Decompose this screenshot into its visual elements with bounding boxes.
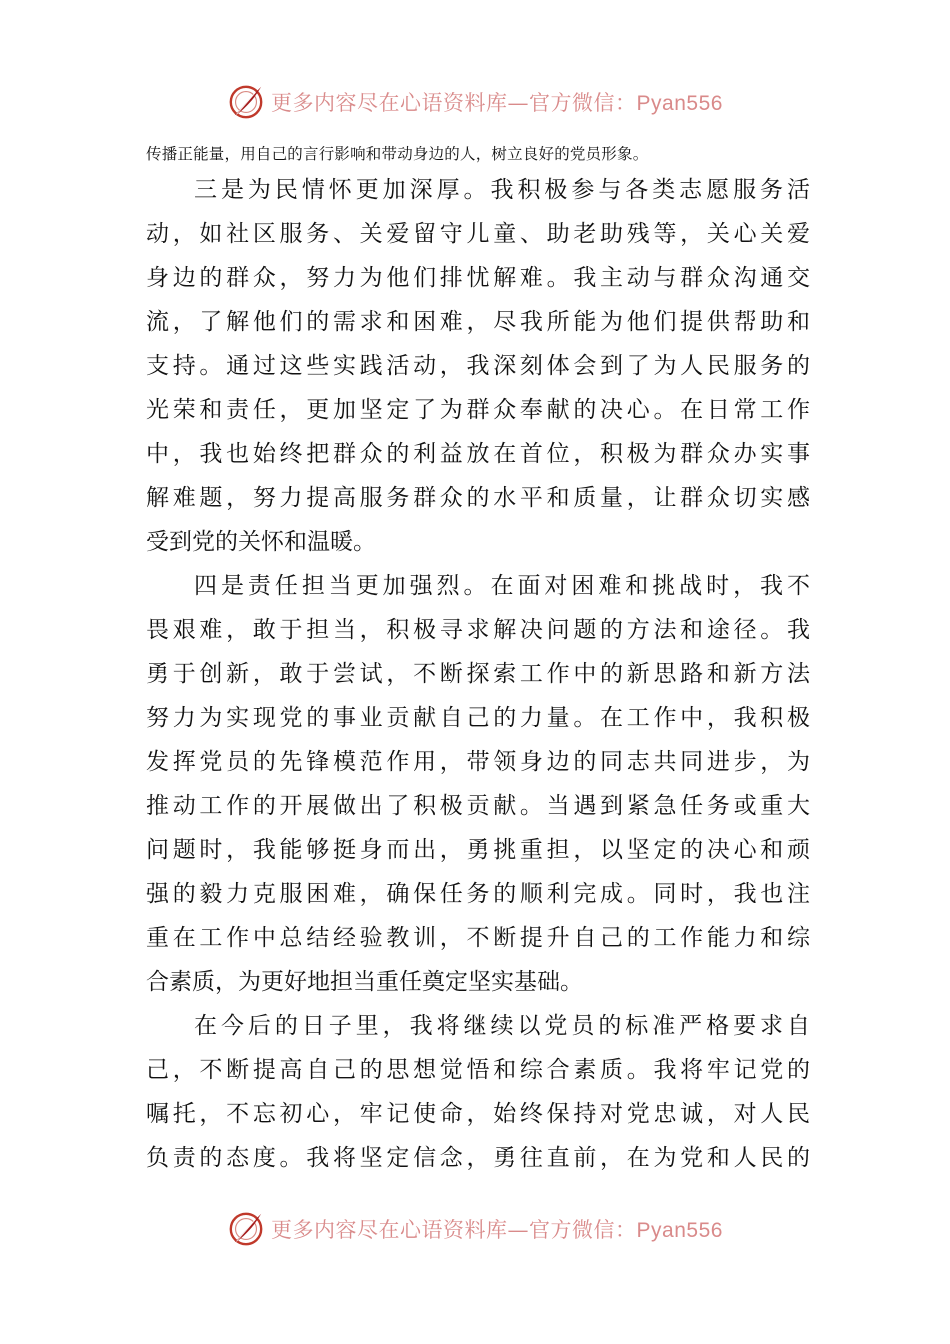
quill-logo-icon <box>227 83 265 121</box>
text-line: 支持。通过这些实践活动，我深刻体会到了为人民服务的 <box>146 353 810 379</box>
text-line: 问题时，我能够挺身而出，勇挑重担，以坚定的决心和顽 <box>146 837 810 863</box>
text-line: 四是责任担当更加强烈。在面对困难和挑战时，我不 <box>194 573 810 599</box>
quill-logo-icon <box>227 1210 265 1248</box>
text-line: 重在工作中总结经验教训，不断提升自己的工作能力和综 <box>146 925 810 951</box>
text-line: 中，我也始终把群众的利益放在首位，积极为群众办实事 <box>146 441 810 467</box>
paragraph-3 <box>146 168 810 564</box>
text-line: 努力为实现党的事业贡献自己的力量。在工作中，我积极 <box>146 705 810 731</box>
text-line: 三是为民情怀更加深厚。我积极参与各类志愿服务活 <box>194 177 810 203</box>
header-banner <box>0 80 950 124</box>
text-line: 推动工作的开展做出了积极贡献。当遇到紧急任务或重大 <box>146 793 810 819</box>
text-line: 身边的群众，努力为他们排忧解难。我主动与群众沟通交 <box>146 265 810 291</box>
footer-wechat-id: Pyan556 <box>636 1219 723 1242</box>
text-line: 合素质，为更好地担当重任奠定坚实基础。 <box>146 969 583 995</box>
text-line: 受到党的关怀和温暖。 <box>146 529 376 555</box>
header-wechat-id: Pyan556 <box>636 92 723 115</box>
text-line: 在今后的日子里，我将继续以党员的标准严格要求自 <box>194 1013 810 1039</box>
text-line: 嘱托，不忘初心，牢记使命，始终保持对党忠诚，对人民 <box>146 1101 810 1127</box>
text-line: 动，如社区服务、关爱留守儿童、助老助残等，关心关爱 <box>146 221 810 247</box>
text-line: 发挥党员的先锋模范作用，带领身边的同志共同进步，为 <box>146 749 810 775</box>
text-line: 解难题，努力提高服务群众的水平和质量，让群众切实感 <box>146 485 810 511</box>
paragraph-conclusion <box>146 1004 810 1180</box>
text-line: 负责的态度。我将坚定信念，勇往直前，在为党和人民的 <box>146 1145 810 1171</box>
text-line: 流，了解他们的需求和困难，尽我所能为他们提供帮助和 <box>146 309 810 335</box>
intro-line: 传播正能量，用自己的言行影响和带动身边的人，树立良好的党员形象。 <box>146 145 649 163</box>
text-line: 勇于创新，敢于尝试，不断探索工作中的新思路和新方法 <box>146 661 810 687</box>
header-banner-text: 更多内容尽在心语资料库—官方微信：Pyan556 <box>271 91 723 115</box>
footer-banner-text: 更多内容尽在心语资料库—官方微信：Pyan556 <box>271 1218 723 1242</box>
text-line: 光荣和责任，更加坚定了为群众奉献的决心。在日常工作 <box>146 397 810 423</box>
paragraph-4 <box>146 564 810 1004</box>
text-line: 强的毅力克服困难，确保任务的顺利完成。同时，我也注 <box>146 881 810 907</box>
text-line: 畏艰难，敢于担当，积极寻求解决问题的方法和途径。我 <box>146 617 810 643</box>
document-body <box>146 168 810 1180</box>
text-line: 己，不断提高自己的思想觉悟和综合素质。我将牢记党的 <box>146 1057 810 1083</box>
footer-banner <box>0 1207 950 1251</box>
